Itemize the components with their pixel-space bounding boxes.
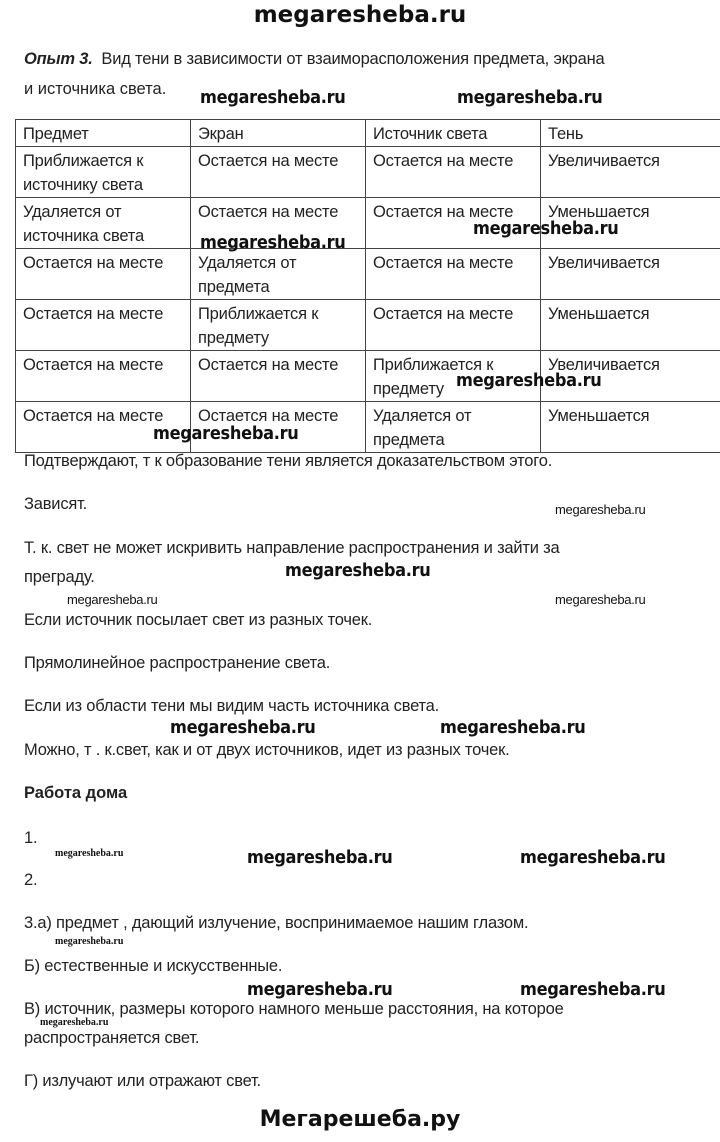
- watermark: megaresheba.ru: [170, 717, 316, 738]
- table-cell: Приближается к предмету: [366, 351, 541, 402]
- answer-2: Зависят.: [24, 495, 88, 513]
- table-cell: Удаляется от предмета: [366, 402, 541, 453]
- watermark: megaresheba.ru: [457, 87, 603, 108]
- watermark: megaresheba.ru: [153, 423, 299, 444]
- watermark-footer: Мегарешеба.ру: [259, 1107, 461, 1132]
- watermark: megaresheba.ru: [285, 560, 431, 581]
- watermark: megaresheba.ru: [555, 502, 646, 517]
- homework-item-2: 2.: [24, 871, 38, 889]
- header-cell: Экран: [191, 120, 366, 147]
- table-cell: Остается на месте: [16, 249, 191, 300]
- watermark: megaresheba.ru: [520, 847, 666, 868]
- watermark: megaresheba.ru: [40, 1017, 109, 1028]
- table-cell: Удаляется от источника света: [16, 198, 191, 249]
- header-cell: Предмет: [16, 120, 191, 147]
- experiment-title-line1: Вид тени в зависимости от взаиморасположения предмета, экрана: [101, 50, 605, 68]
- homework-item-3v-line2: распространяется свет.: [24, 1029, 200, 1047]
- table-cell: Остается на месте: [366, 198, 541, 249]
- table-cell: Уменьшается: [541, 198, 720, 249]
- homework-item-3g: Г) излучают или отражают свет.: [24, 1072, 261, 1090]
- table-row: [16, 402, 720, 453]
- watermark: megaresheba.ru: [520, 979, 666, 1000]
- table-cell: Удаляется от предмета: [191, 249, 366, 300]
- answer-4: Если источник посылает свет из разных точек.: [24, 611, 373, 629]
- table-row: [16, 351, 720, 402]
- watermark: megaresheba.ru: [456, 370, 602, 391]
- table-cell: Остается на месте: [191, 147, 366, 198]
- watermark: megaresheba.ru: [67, 592, 158, 607]
- watermark: megaresheba.ru: [247, 847, 393, 868]
- table-cell: Увеличивается: [541, 351, 720, 402]
- homework-item-3b: Б) естественные и искусственные.: [24, 957, 283, 975]
- shadow-table: [15, 119, 720, 453]
- table-cell: Остается на месте: [16, 402, 191, 453]
- watermark: megaresheba.ru: [200, 232, 346, 253]
- watermark: megaresheba.ru: [55, 848, 124, 859]
- table-cell: Остается на месте: [16, 351, 191, 402]
- homework-item-3v-line1: В) источник, размеры которого намного меньше расстояния, на которое: [24, 1000, 564, 1018]
- answer-3-line1: Т. к. свет не может искривить направление распространения и зайти за: [24, 539, 560, 557]
- watermark: megaresheba.ru: [440, 717, 586, 738]
- table-cell: Остается на месте: [191, 402, 366, 453]
- watermark: megaresheba.ru: [247, 979, 393, 1000]
- table-cell: Остается на месте: [191, 198, 366, 249]
- table-cell: Уменьшается: [541, 402, 720, 453]
- table-cell: Остается на месте: [16, 300, 191, 351]
- header-cell: Источник света: [366, 120, 541, 147]
- answer-7: Можно, т . к.свет, как и от двух источников, идет из разных точек.: [24, 741, 510, 759]
- experiment-title: [24, 50, 605, 69]
- homework-title: Работа дома: [24, 784, 128, 802]
- homework-item-3a: 3.а) предмет , дающий излучение, воспринимаемое нашим глазом.: [24, 914, 529, 932]
- table-row: [16, 147, 720, 198]
- watermark: megaresheba.ru: [555, 592, 646, 607]
- experiment-title-line2: и источника света.: [24, 80, 167, 98]
- table-cell: Увеличивается: [541, 249, 720, 300]
- table-cell: Уменьшается: [541, 300, 720, 351]
- table-cell: Остается на месте: [366, 147, 541, 198]
- table-cell: Приближается к предмету: [191, 300, 366, 351]
- table-row: [16, 300, 720, 351]
- answer-3-line2: преграду.: [24, 568, 95, 586]
- watermark: megaresheba.ru: [55, 936, 124, 947]
- table-row: [16, 249, 720, 300]
- table-cell: Остается на месте: [366, 300, 541, 351]
- homework-item-1: 1.: [24, 829, 38, 847]
- header-cell: Тень: [541, 120, 720, 147]
- watermark: megaresheba.ru: [200, 87, 346, 108]
- answer-5: Прямолинейное распространение света.: [24, 654, 331, 672]
- table-cell: Приближается к источнику света: [16, 147, 191, 198]
- table-cell: Остается на месте: [366, 249, 541, 300]
- table-cell: Увеличивается: [541, 147, 720, 198]
- answer-6: Если из области тени мы видим часть источника света.: [24, 697, 440, 715]
- table-cell: Остается на месте: [191, 351, 366, 402]
- answer-1: Подтверждают, т к образование тени является доказательством этого.: [24, 452, 553, 470]
- watermark: megaresheba.ru: [473, 218, 619, 239]
- experiment-label: Опыт 3.: [24, 50, 93, 68]
- watermark-header: megaresheba.ru: [253, 2, 467, 28]
- table-header-row: [16, 120, 720, 147]
